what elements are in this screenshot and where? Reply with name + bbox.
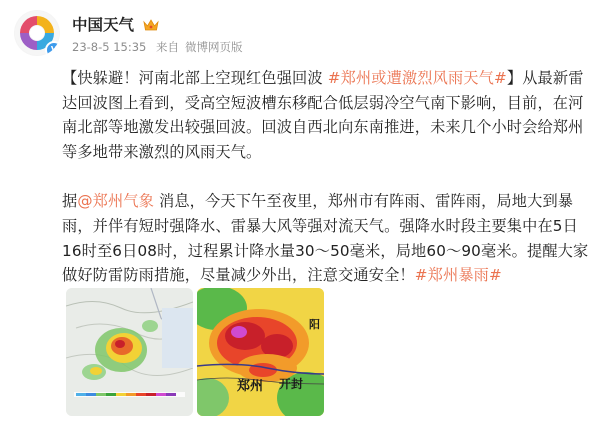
headline-text: 【快躲避！河南北部上空现红色强回波 xyxy=(62,69,328,87)
post-header xyxy=(14,10,584,58)
radar-closeup-image[interactable] xyxy=(197,288,324,416)
map-label-zhengzhou: 郑州 xyxy=(237,379,264,394)
hashtag-link[interactable]: #郑州或遭激烈风雨天气# xyxy=(327,69,507,87)
post-content xyxy=(62,66,592,288)
crown-icon xyxy=(143,18,159,32)
source-client: 微博网页版 xyxy=(185,40,243,54)
verified-badge-icon: V xyxy=(45,41,60,56)
radar-overview-image[interactable] xyxy=(66,288,193,416)
post-meta xyxy=(72,39,249,55)
post-timestamp[interactable]: 23-8-5 15:35 xyxy=(72,40,147,54)
map-label-kaifeng: 开封 xyxy=(279,377,304,391)
hashtag-link[interactable]: #郑州暴雨# xyxy=(414,266,502,285)
author-name[interactable]: 中国天气 xyxy=(72,13,159,35)
radar-closeup-map xyxy=(197,288,324,416)
radar-overview-map xyxy=(66,288,193,416)
post-paragraph-1 xyxy=(62,66,592,164)
post-paragraph-2 xyxy=(62,189,592,287)
map-label-yang: 阳 xyxy=(309,318,320,331)
source-label: 来自 xyxy=(156,40,180,54)
avatar[interactable] xyxy=(14,10,60,56)
paragraph-text: 】从最新雷达回波图上看到，受高空短波槽东移配合低层弱冷空气南下影响，目前，在河南北部等地激发出较强回波。回波自西北向东南推进，未来几个小时会给郑州等多地带来激烈的风雨天气。 xyxy=(62,69,584,161)
paragraph-text: 消息，今天下午至夜里，郑州市有阵雨、雷阵雨，局地大到暴雨，并伴有短时强降水、雷暴大风等强对流天气。强降水时段主要集中在5日16时至6日08时，过程累计降水量30～50毫米，局地60～90毫米。提醒大家做好防雷防雨措施，尽量减少外出，注意交通安全！ xyxy=(62,192,589,285)
mention-link[interactable]: @郑州气象 xyxy=(77,192,155,211)
paragraph-prefix: 据 xyxy=(62,192,78,211)
